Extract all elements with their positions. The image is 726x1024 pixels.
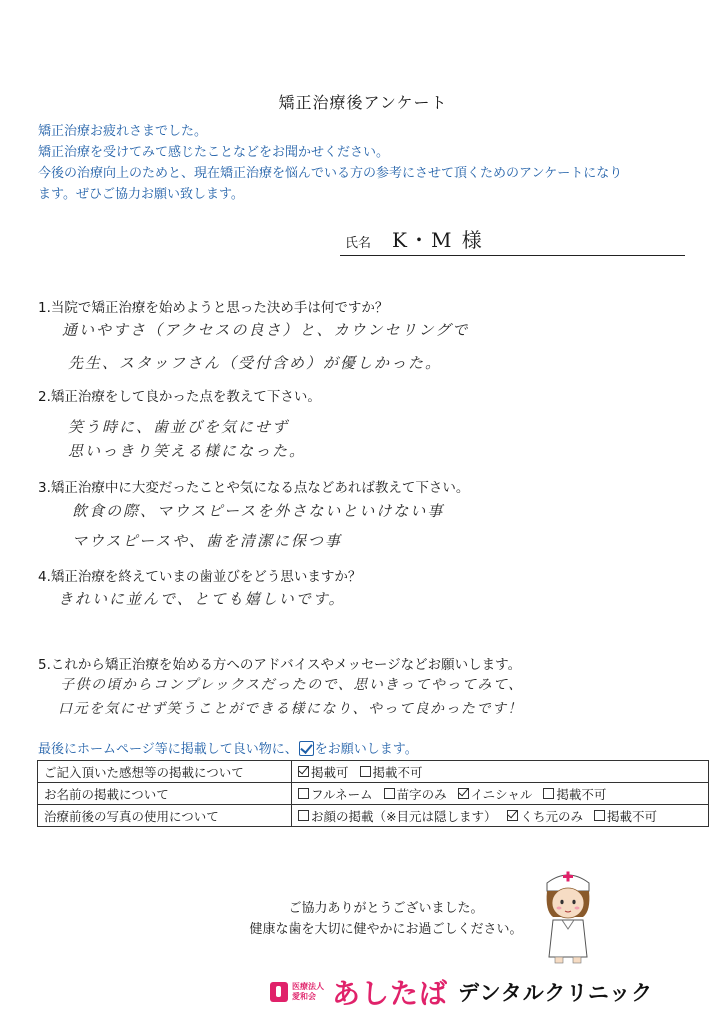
question-4: 4.矯正治療を終えていまの歯並びをどう思いますか？	[38, 569, 362, 585]
intro-line: ます。ぜひご協力お願い致します。	[38, 187, 244, 202]
logo-org-line-2: 愛和会	[292, 992, 316, 1001]
answer-4-line-1: きれいに並んで、とても嬉しいです。	[58, 590, 346, 608]
name-value: K・M 様	[392, 228, 484, 252]
answer-1-line-1: 通いやすさ（アクセスの良さ）と、カウンセリングで	[62, 321, 470, 339]
survey-title: 矯正治療後アンケート	[278, 93, 448, 112]
option-full-name[interactable]	[298, 785, 373, 803]
intro-text	[38, 121, 698, 205]
checkbox-unchecked[interactable]	[384, 788, 395, 799]
answer-3-line-2: マウスピースや、歯を清潔に保つ事	[72, 532, 342, 550]
option-publish-no[interactable]	[360, 763, 423, 781]
option-publish-ok[interactable]	[298, 763, 349, 781]
answer-5-line-1: 子供の頃からコンプレックスだったので、思いきってやってみて、	[60, 677, 524, 693]
logo-org	[292, 982, 324, 1002]
checkbox-unchecked[interactable]	[594, 810, 605, 821]
logo-brand: あしたば	[332, 977, 449, 1010]
answer-1-line-2: 先生、スタッフさん（受付含め）が優しかった。	[68, 354, 443, 372]
intro-line: 矯正治療を受けてみて感じたことなどをお聞かせください。	[38, 145, 390, 160]
clinic-logo	[270, 972, 653, 1012]
consent-options	[292, 761, 709, 783]
option-name-no[interactable]	[543, 785, 606, 803]
option-label: お顔の掲載（※目元は隠します）	[311, 808, 497, 824]
thanks-line: ご協力ありがとうございました。	[288, 901, 484, 916]
answer-2-line-2: 思いっきり笑える様になった。	[68, 442, 307, 460]
logo-org-line-1: 医療法人	[292, 982, 324, 991]
question-1: 1.当院で矯正治療を始めようと思った決め手は何ですか？	[38, 300, 389, 316]
option-label: イニシャル	[470, 786, 533, 802]
answer-5-line-2: 口元を気にせず笑うことができる様になり、やって良かったです！	[58, 701, 523, 717]
name-label: 氏名	[345, 236, 372, 251]
intro-line: 今後の治療向上のためと、現在矯正治療を悩んでいる方の参考にさせて頂くためのアンケートになり	[38, 166, 623, 181]
option-label: 掲載不可	[556, 786, 607, 802]
checkbox-unchecked[interactable]	[298, 810, 309, 821]
checkbox-checked[interactable]	[298, 766, 309, 777]
nurse-mascot-icon	[535, 865, 601, 965]
question-2: 2.矯正治療をして良かった点を教えて下さい。	[38, 389, 321, 405]
intro-line: 矯正治療お疲れさまでした。	[38, 124, 208, 139]
option-photo-no[interactable]	[594, 807, 657, 825]
consent-options	[292, 783, 709, 805]
answer-2-line-1: 笑う時に、歯並びを気にせず	[68, 418, 290, 436]
consent-heading-post: をお願いします。	[314, 742, 418, 757]
consent-heading	[38, 738, 418, 757]
checkbox-checked[interactable]	[507, 810, 518, 821]
consent-row-name	[38, 783, 709, 805]
checkbox-checked-icon	[299, 741, 314, 756]
option-mouth-only[interactable]	[507, 807, 583, 825]
consent-heading-pre: 最後にホームページ等に掲載して良い物に、	[38, 742, 298, 757]
checkbox-unchecked[interactable]	[298, 788, 309, 799]
consent-options	[292, 805, 709, 827]
option-label: くち元のみ	[520, 808, 583, 824]
option-label: 掲載可	[311, 764, 349, 780]
thanks-message	[238, 898, 534, 940]
answer-3-line-1: 飲食の際、マウスピースを外さないといけない事	[72, 502, 445, 520]
consent-table	[37, 760, 709, 827]
checkbox-unchecked[interactable]	[543, 788, 554, 799]
option-face[interactable]	[298, 807, 496, 825]
consent-row-label: ご記入頂いた感想等の掲載について	[38, 761, 292, 783]
logo-mark-icon	[270, 982, 288, 1002]
option-label: フルネーム	[311, 786, 373, 802]
consent-row-label: お名前の掲載について	[38, 783, 292, 805]
checkbox-checked[interactable]	[458, 788, 469, 799]
consent-row-comments	[38, 761, 709, 783]
consent-row-photos	[38, 805, 709, 827]
option-label: 掲載不可	[372, 764, 423, 780]
consent-row-label: 治療前後の写真の使用について	[38, 805, 292, 827]
option-initials[interactable]	[458, 785, 533, 803]
option-label: 苗字のみ	[396, 786, 447, 802]
question-5: 5.これから矯正治療を始める方へのアドバイスやメッセージなどお願いします。	[38, 657, 522, 673]
thanks-line: 健康な歯を大切に健やかにお過ごしください。	[249, 922, 523, 937]
option-label: 掲載不可	[606, 808, 657, 824]
question-3: 3.矯正治療中に大変だったことや気になる点などあれば教えて下さい。	[38, 480, 470, 496]
name-field	[340, 226, 685, 256]
option-surname-only[interactable]	[384, 785, 447, 803]
checkbox-unchecked[interactable]	[360, 766, 371, 777]
logo-clinic-name: デンタルクリニック	[458, 981, 654, 1005]
